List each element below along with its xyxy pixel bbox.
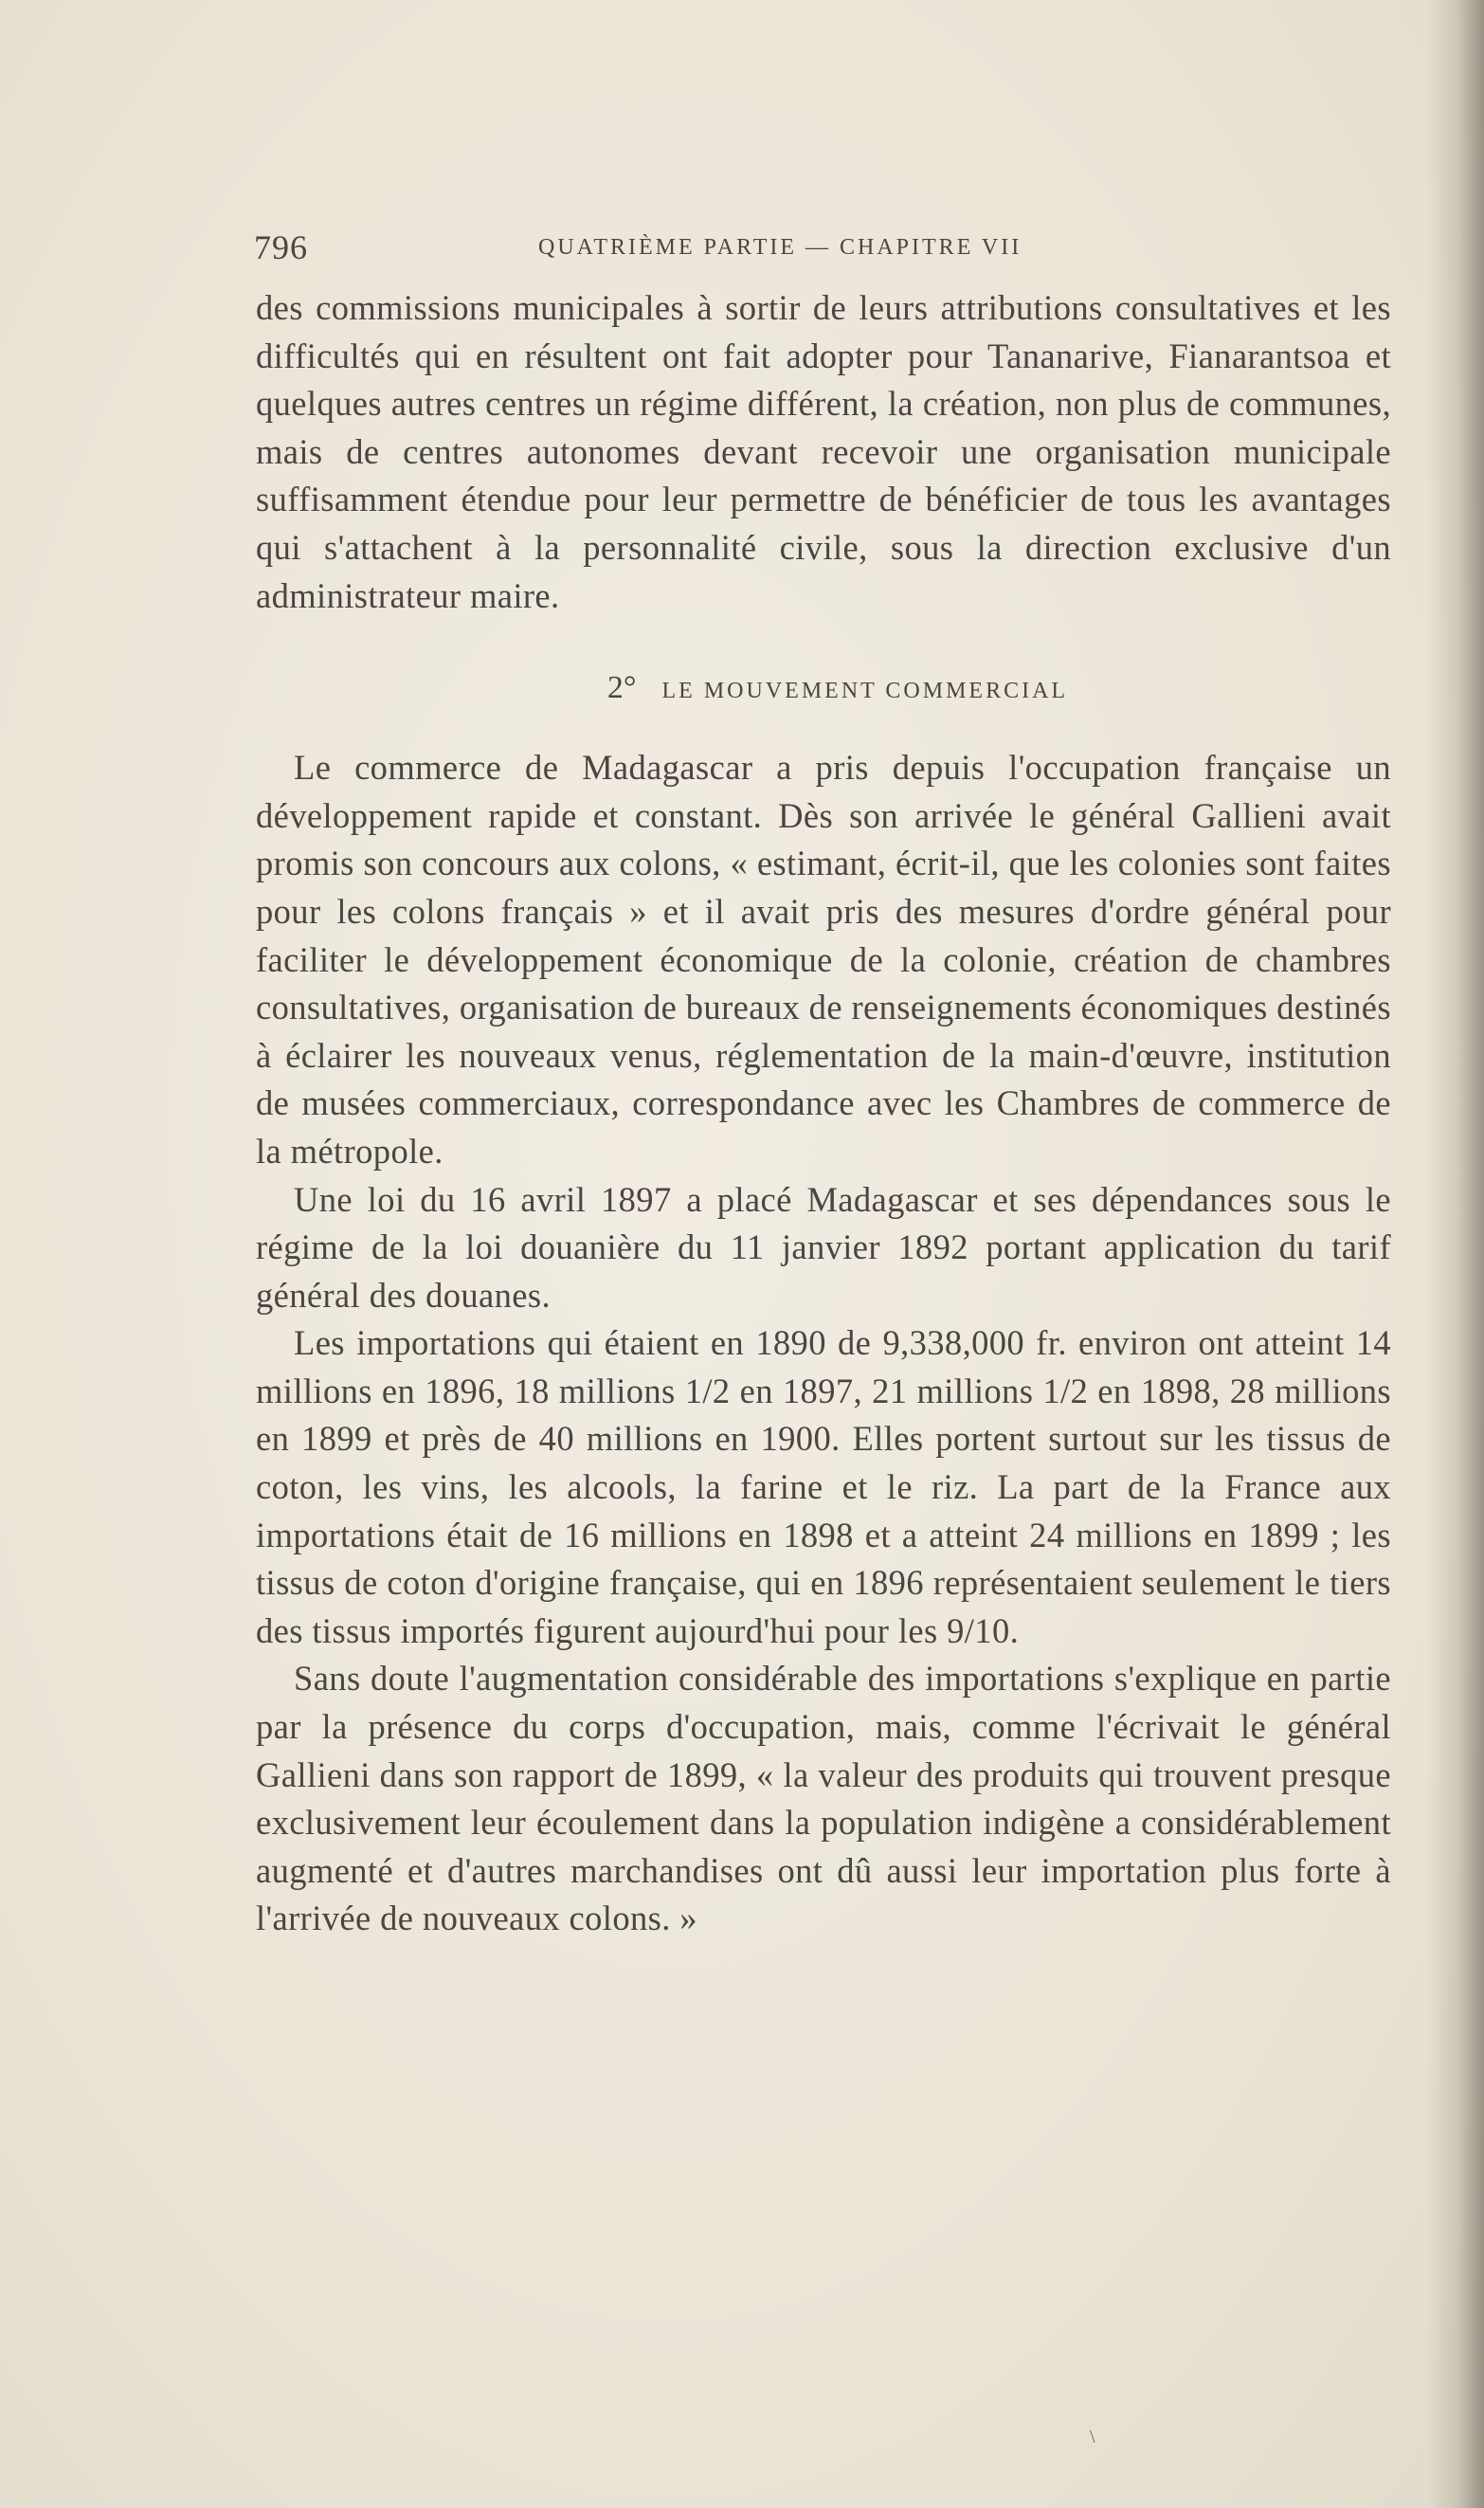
paragraph-imports-explanation: Sans doute l'augmentation considérable des importations s'explique en partie par la présence du corps d'occupation, mais, comme l'écrivait le général Gallieni dans son rapport de 1899, « la valeur des produits qui trouvent presque exclusivement leur écoulement dans la population indigène a considérablement augmenté et d'autres marchandises ont dû aussi leur importation plus forte à l'arrivée de nouveaux colons. » [256, 1659, 1391, 1938]
page-number: 796 [254, 228, 308, 266]
section-heading [256, 669, 1391, 710]
paragraph-customs-law: Une loi du 16 avril 1897 a placé Madagascar et ses dépendances sous le régime de la loi douanière du 11 janvier 1892 portant application du tarif général des douanes. [256, 1179, 1391, 1315]
paragraph-imports: Les importations qui étaient en 1890 de 9,338,000 fr. environ ont atteint 14 millions en 1896, 18 millions 1/2 en 1897, 21 millions 1/2 en 1898, 28 millions en 1899 et près de 40 millions en 1900. Elles portent surtout sur les tissus de coton, les vins, les alcools, la farine et le riz. La part de la France aux importations était de 16 millions en 1898 et a atteint 24 millions en 1899 ; les tissus de coton d'origine française, qui en 1896 représentaient seulement le tiers des tissus importés figurent aujourd'hui pour les 9/10. [256, 1323, 1391, 1650]
paragraph-municipal: des commissions municipales à sortir de leurs attributions consultatives et les difficultés qui en résultent ont fait adopter pour Tananarive, Fianarantsoa et quelques autres centres un régime différent, la création, non plus de communes, mais de centres autonomes devant recevoir une organisation municipale suffisamment étendue pour leur permettre de bénéficier de tous les avantages qui s'attachent à la personnalité civile, sous la direction exclusive d'un administrateur maire. [256, 288, 1391, 615]
footer-mark: \ [1090, 2426, 1095, 2447]
section-title: LE MOUVEMENT COMMERCIAL [661, 679, 1069, 704]
page-edge-shadow [1427, 0, 1484, 2508]
running-head-title: QUATRIÈME PARTIE — CHAPITRE VII [538, 235, 1023, 260]
paragraph-commerce: Le commerce de Madagascar a pris depuis l'occupation française un développement rapide et constant. Dès son arrivée le général Gallieni avait promis son concours aux colons, « estimant, écrit-il, que les colonies sont faites pour les colons français » et il avait pris des mesures d'ordre général pour faciliter le développement économique de la colonie, création de chambres consultatives, organisation de bureaux de renseignements économiques destinés à éclairer les nouveaux venus, réglementation de la main-d'œuvre, institution de musées commerciaux, correspondance avec les Chambres de commerce de la métropole. [256, 748, 1391, 1171]
page-body [256, 284, 1391, 1943]
running-head [254, 227, 1116, 275]
section-number: 2° [606, 670, 637, 706]
